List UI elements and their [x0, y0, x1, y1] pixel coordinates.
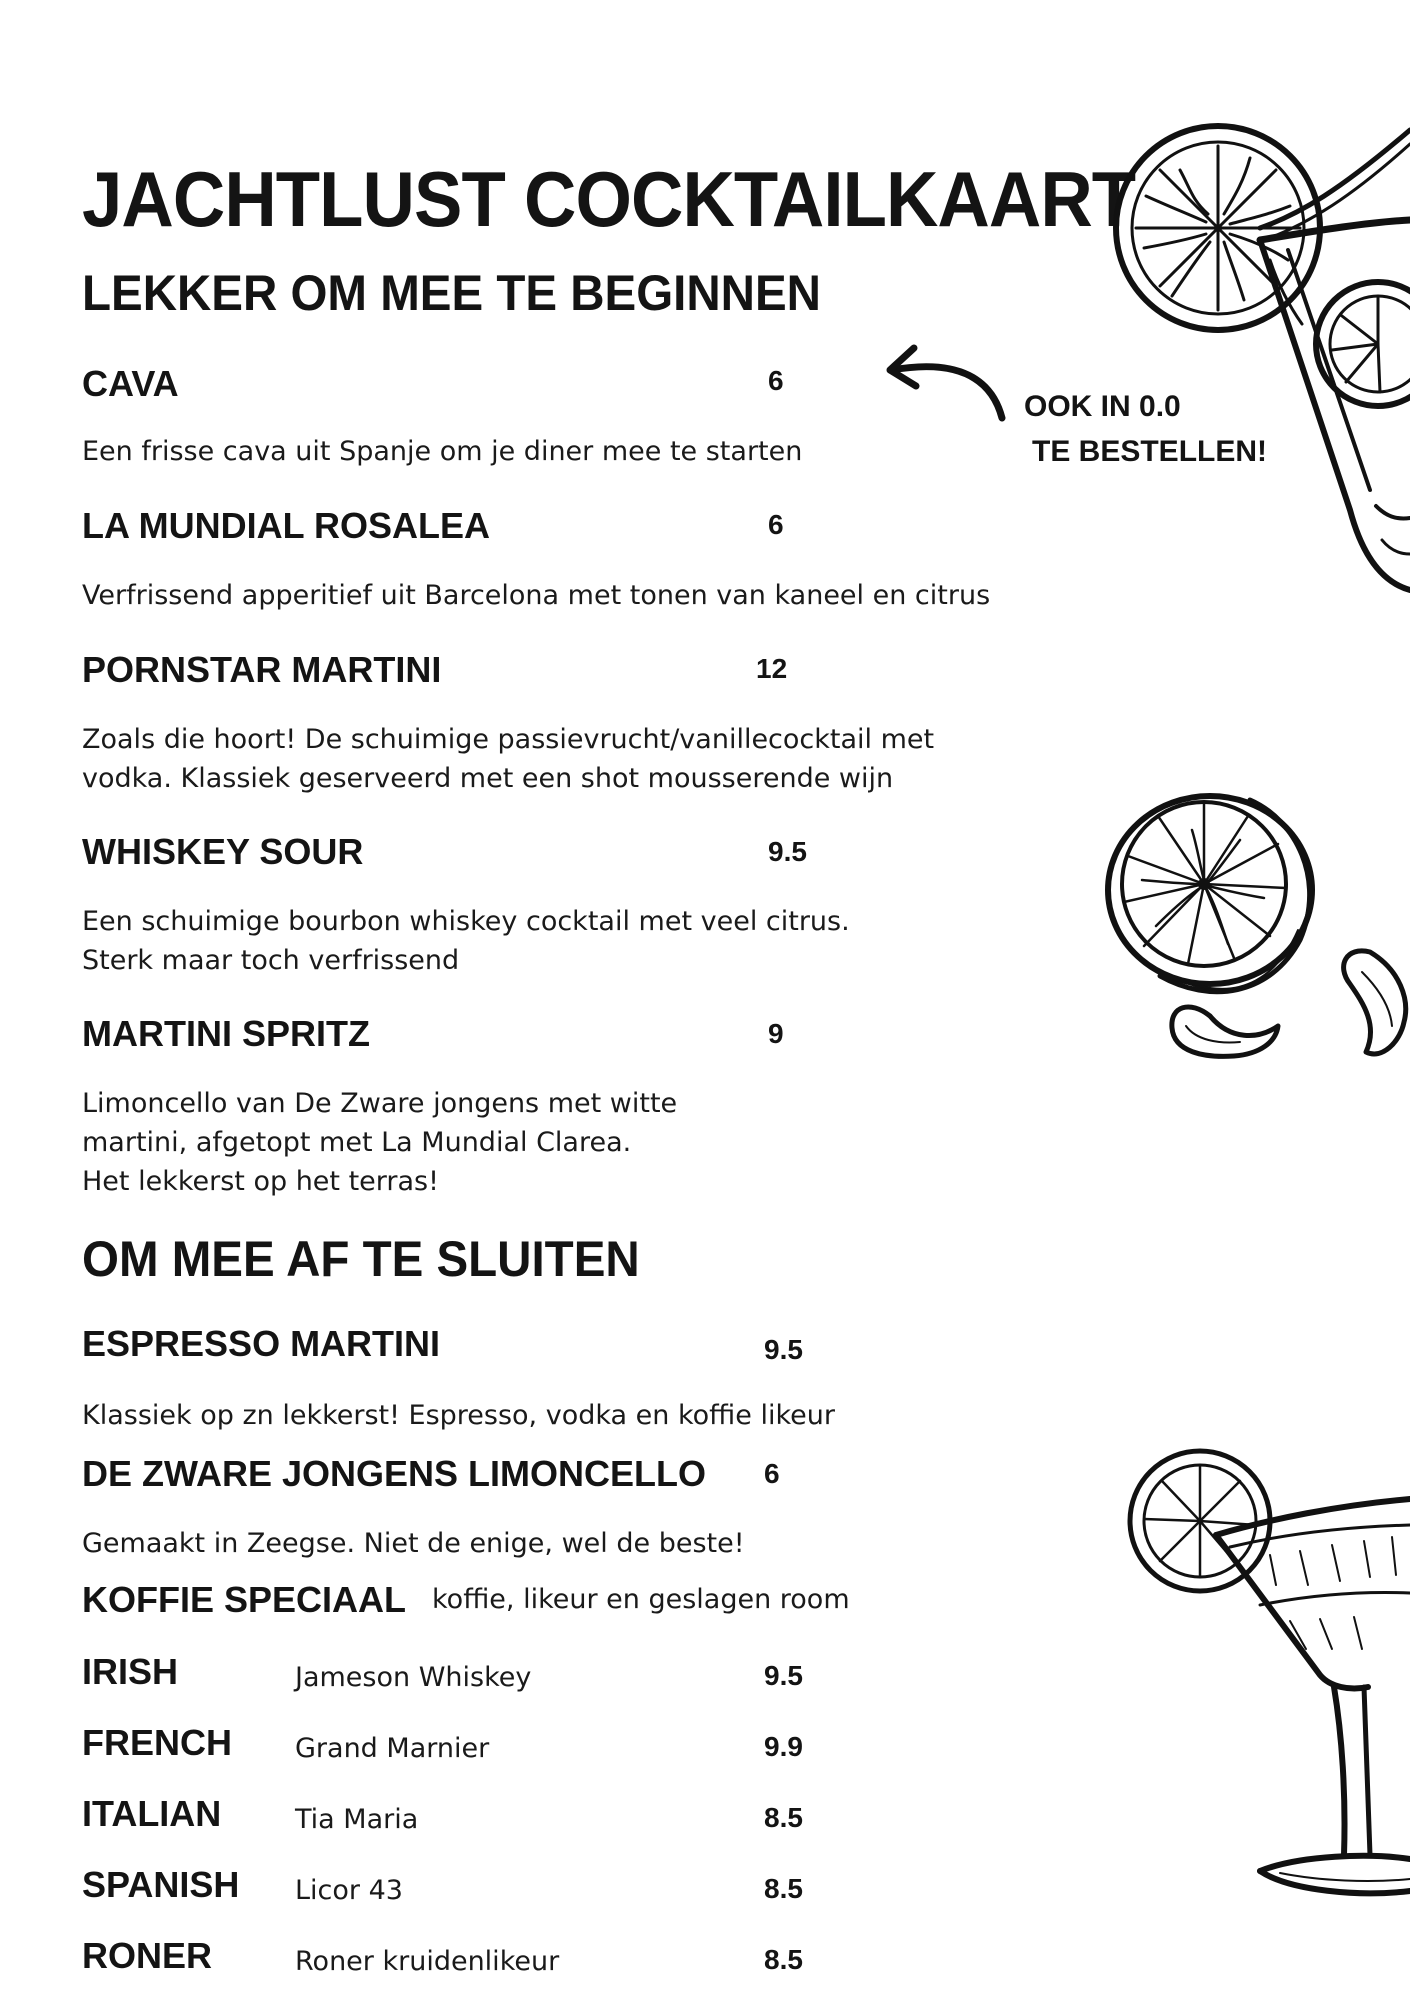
menu-item-price: 9 — [768, 1018, 784, 1049]
menu-item-description: Zoals die hoort! De schuimige passievrucht/vanillecocktail met vodka. Klassiek geserveerd met een shot mousserende wijn — [82, 724, 935, 794]
menu-item-name: CAVA — [82, 363, 179, 404]
koffie-item-price: 8.5 — [764, 1944, 803, 1975]
menu-item-description: Een schuimige bourbon whiskey cocktail met veel citrus. Sterk maar toch verfrissend — [82, 906, 850, 976]
koffie-item-name: ITALIAN — [82, 1793, 222, 1834]
koffie-item-name: SPANISH — [82, 1864, 240, 1905]
page-title: JACHTLUST COCKTAILKAART — [82, 155, 1136, 243]
koffie-item-liqueur: Roner kruidenlikeur — [295, 1946, 560, 1977]
zero-alcohol-note: OOK IN 0.0 TE BESTELLEN! — [1024, 390, 1268, 468]
koffie-item-liqueur: Licor 43 — [295, 1875, 403, 1906]
menu-item-price: 9.5 — [764, 1334, 803, 1365]
koffie-item-price: 8.5 — [764, 1873, 803, 1904]
menu-item-price: 6 — [768, 509, 784, 540]
menu-item-price: 12 — [756, 653, 788, 684]
menu-item-description: Verfrissend apperitief uit Barcelona met tonen van kaneel en citrus — [82, 580, 991, 611]
menu-item-description: Limoncello van De Zware jongens met witte martini, afgetopt met La Mundial Clarea. Het lekkerst op het terras! — [82, 1088, 678, 1197]
koffie-item-name: IRISH — [82, 1651, 179, 1692]
koffie-item-liqueur: Tia Maria — [295, 1804, 419, 1835]
menu-item-description: Gemaakt in Zeegse. Niet de enige, wel de beste! — [82, 1528, 745, 1559]
menu-item-description: Klassiek op zn lekkerst! Espresso, vodka en koffie likeur — [82, 1400, 835, 1431]
section-heading-starters: LEKKER OM MEE TE BEGINNEN — [82, 265, 821, 321]
koffie-item-price: 8.5 — [764, 1802, 803, 1833]
menu-item-name: LA MUNDIAL ROSALEA — [82, 505, 490, 546]
koffie-item-price: 9.5 — [764, 1660, 803, 1691]
menu-item-name: MARTINI SPRITZ — [82, 1013, 370, 1054]
menu-item-name: DE ZWARE JONGENS LIMONCELLO — [82, 1453, 707, 1494]
menu-item-price: 6 — [768, 365, 784, 396]
menu-item-description: Een frisse cava uit Spanje om je diner mee te starten — [82, 436, 803, 467]
menu-item-name: ESPRESSO MARTINI — [82, 1323, 441, 1364]
menu-item-name: PORNSTAR MARTINI — [82, 649, 442, 690]
section-heading-closing: OM MEE AF TE SLUITEN — [82, 1231, 640, 1287]
koffie-item-liqueur: Grand Marnier — [295, 1733, 490, 1764]
orange-half-illustration — [1100, 790, 1410, 1100]
koffie-item-liqueur: Jameson Whiskey — [295, 1662, 532, 1693]
curved-arrow-icon — [880, 340, 1010, 430]
koffie-item-name: FRENCH — [82, 1722, 232, 1763]
koffie-item-name: RONER — [82, 1935, 213, 1976]
menu-item-price: 9.5 — [768, 836, 807, 867]
menu-item-name: WHISKEY SOUR — [82, 831, 364, 872]
martini-glass-illustration — [1120, 1435, 1410, 1905]
koffie-item-price: 9.9 — [764, 1731, 803, 1762]
menu-item-price: 6 — [764, 1458, 780, 1489]
citrus-cocktail-glass-illustration — [1120, 110, 1410, 610]
koffie-speciaal-description: koffie, likeur en geslagen room — [432, 1584, 850, 1615]
koffie-speciaal-heading: KOFFIE SPECIAAL — [82, 1579, 407, 1620]
